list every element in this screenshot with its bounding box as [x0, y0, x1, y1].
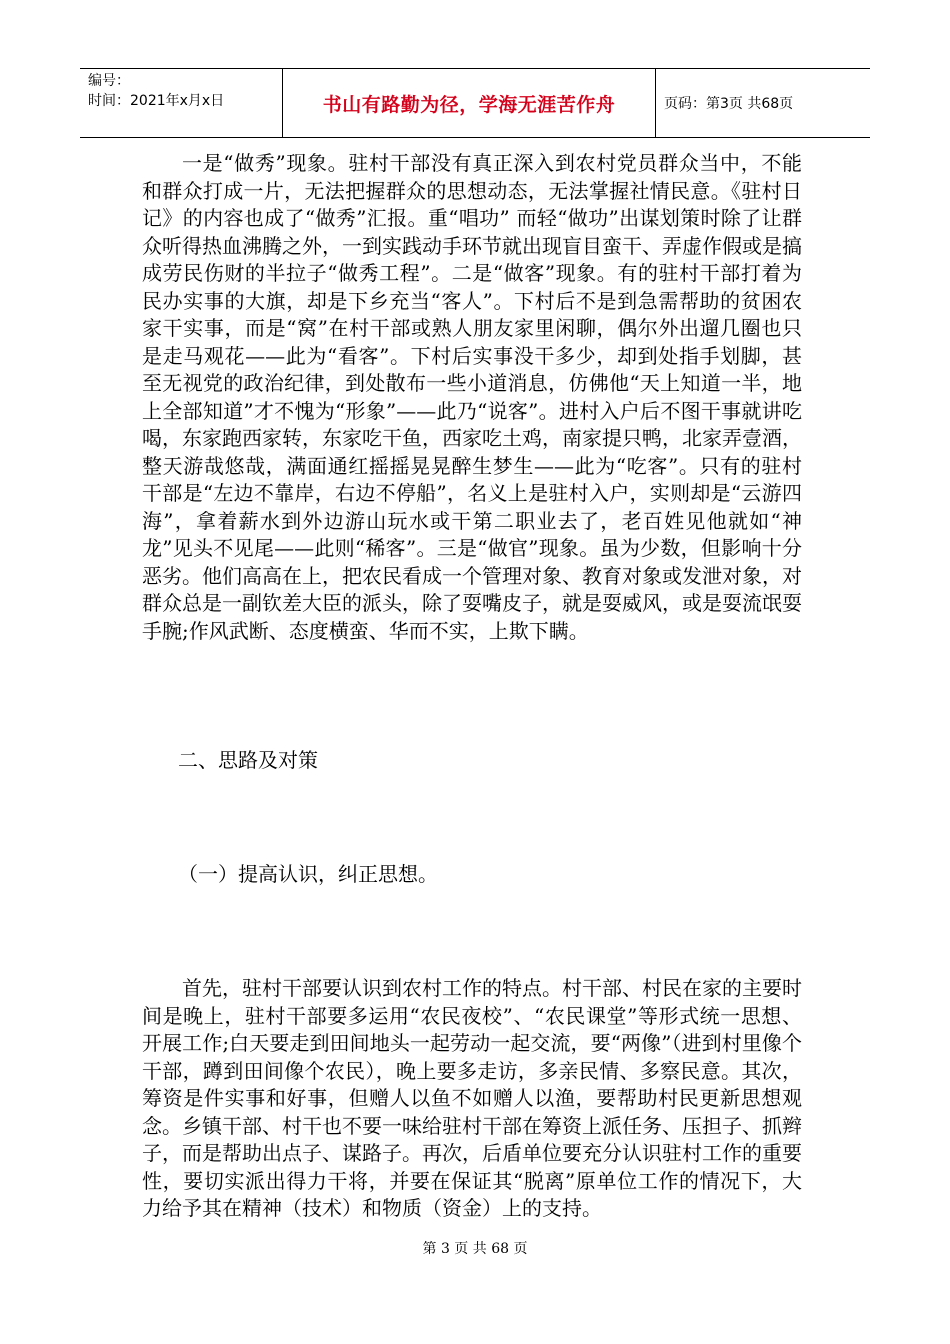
- header-motto: 书山有路勤为径，学海无涯苦作舟: [283, 69, 656, 137]
- page-footer: 第 3 页 共 68 页: [422, 1241, 528, 1257]
- header-page-label: 页码：第3页 共68页: [664, 96, 794, 112]
- section-heading-2: 二、思路及对策: [178, 748, 318, 772]
- page-header: [80, 68, 870, 138]
- header-meta: [80, 69, 283, 137]
- document-time-label: 时间：2021年x月x日: [88, 93, 225, 109]
- document-body-2: [142, 975, 802, 1223]
- body-paragraph-1: 一是“做秀”现象。驻村干部没有真正深入到农村党员群众当中，不能和群众打成一片，无法把握群众的思想动态，无法掌握社情民意。《驻村日记》的内容也成了“做秀”汇报。重“唱功” 而轻“做功”出谋划策时除了让群众听得热血沸腾之外，一到实践动手环节就出现盲目蛮干、弄虚作假或是搞成劳民伤财的半拉子“做秀工程”。二是“做客”现象。有的驻村干部打着为民办实事的大旗，却是下乡充当“客人”。下村后不是到急需帮助的贫困农家干实事，而是“窝”在村干部或熟人朋友家里闲聊，偶尔外出遛几圈也只是走马观花——此为“看客”。下村后实事没干多少，却到处指手划脚，甚至无视党的政治纪律，到处散布一些小道消息，仿佛他“天上知道一半，地上全部知道”才不愧为“形象”——此乃“说客”。进村入户后不图干事就讲吃喝，东家跑西家转，东家吃干鱼，西家吃土鸡，南家提只鸭，北家弄壹酒，整天游哉悠哉，满面通红摇摇晃晃醉生梦生——此为“吃客”。只有的驻村干部是“左边不靠岸，右边不停船”，名义上是驻村入户，实则却是“云游四海”，拿着薪水到外边游山玩水或干第二职业去了，老百姓见他就如“神龙”见头不见尾——此则“稀客”。三是“做官”现象。虽为少数，但影响十分恶劣。他们高高在上，把农民看成一个管理对象、教育对象或发泄对象，对群众总是一副钦差大臣的派头，除了耍嘴皮子，就是耍威风，或是耍流氓耍手腕;作风武断、态度横蛮、华而不实，上欺下瞒。: [142, 151, 802, 643]
- document-number-label: 编号：: [88, 73, 130, 89]
- subsection-heading-1: （一）提高认识，纠正思想。: [178, 862, 438, 886]
- document-body: [142, 150, 802, 645]
- body-paragraph-2: 首先，驻村干部要认识到农村工作的特点。村干部、村民在家的主要时间是晚上，驻村干部要多运用“农民夜校”、“农民课堂”等形式统一思想、开展工作;白天要走到田间地头一起劳动一起交流，要“两像”（进到村里像个干部，蹲到田间像个农民），晚上要多走访，多亲民情、多察民意。其次，筹资是件实事和好事，但赠人以鱼不如赠人以渔，要帮助村民更新思想观念。乡镇干部、村干也不要一味给驻村干部在筹资上派任务、压担子、抓辫子，而是帮助出点子、谋路子。再次，后盾单位要充分认识驻村工作的重要性，要切实派出得力干将，并要在保证其“脱离”原单位工作的情况下，大力给予其在精神（技术）和物质（资金）上的支持。: [142, 976, 802, 1220]
